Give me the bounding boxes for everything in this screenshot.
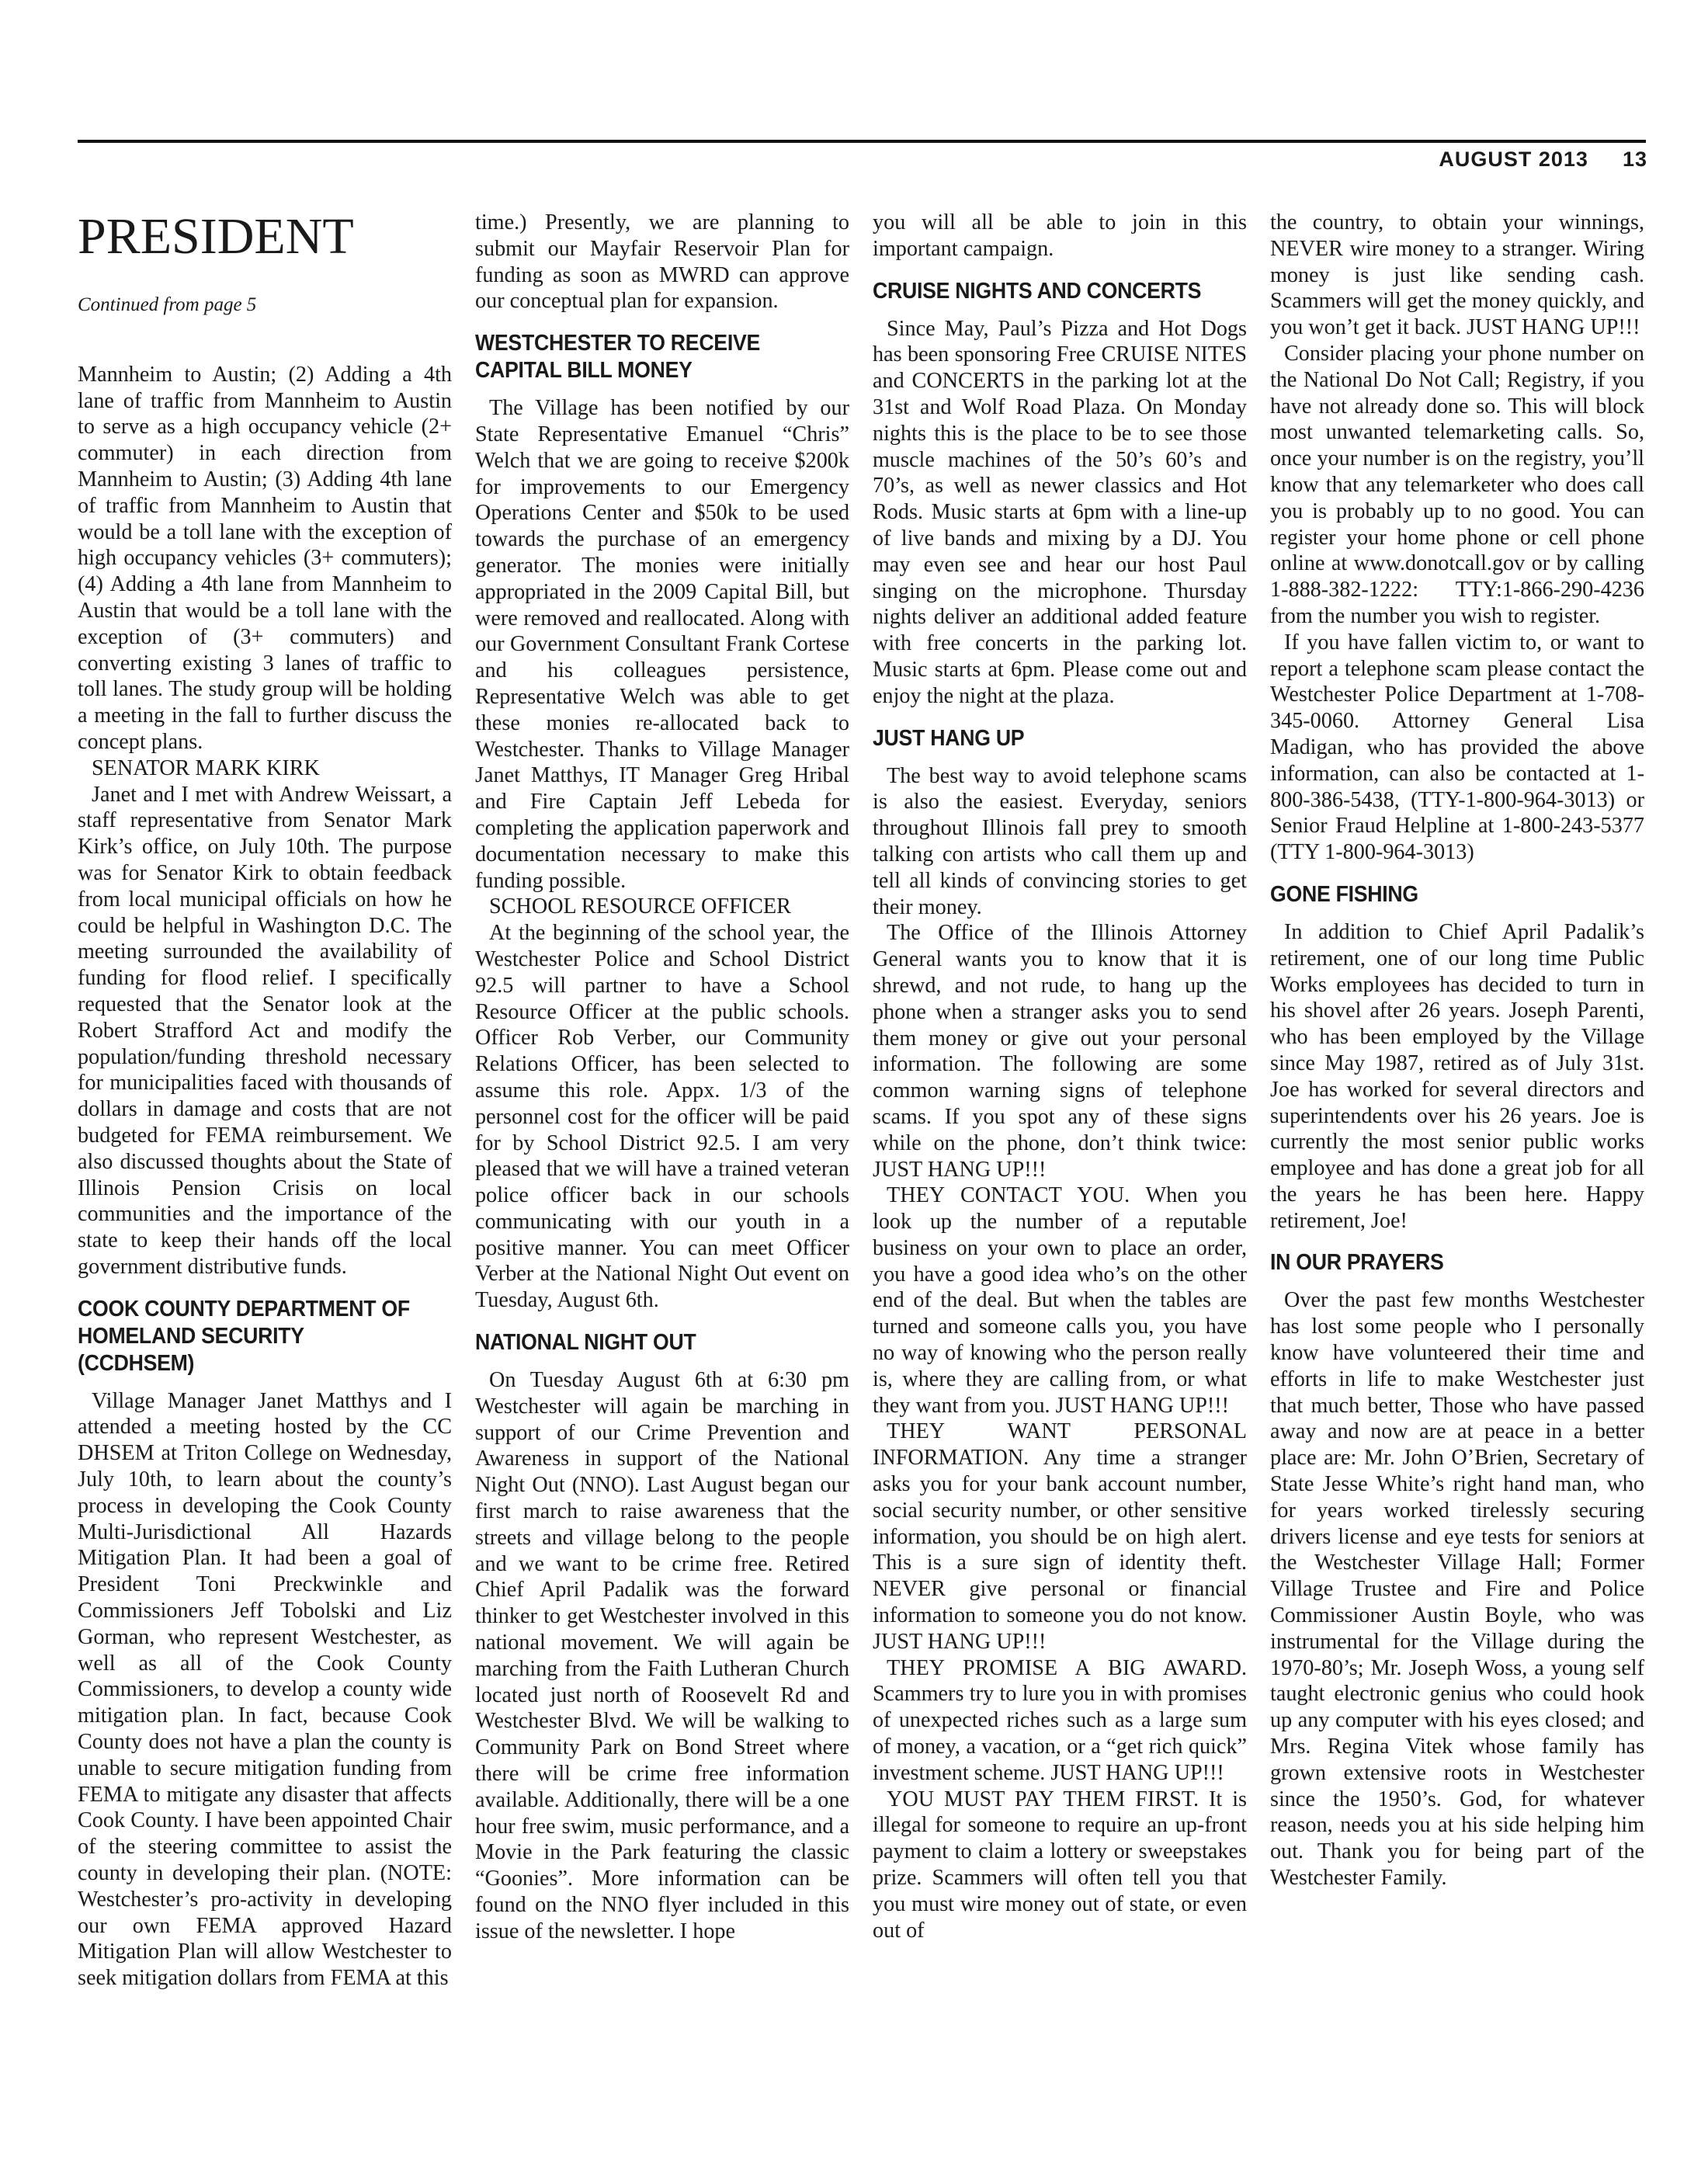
paragraph: Consider placing your phone number on the National Do Not Call; Registry, if you have not already done so. This will block most unwanted telemarketing calls. So, once your number is on the registry, you’ll know that any telemarketer who does call you is probably up to no good. You can register your home phone or cell phone online at www.donotcall.gov or by calling 1-888-382-1222: TTY:1-866-290-4236 from the number you wish to register. xyxy=(1270,341,1644,628)
paragraph: you will all be able to join in this important campaign. xyxy=(873,210,1247,261)
paragraph: The Village has been notified by our State Representative Emanuel “Chris” Welch that we are going to receive $200k for improvements to our Emergency Operations Center and $50k to be used towards the purchase of an emergency generator. The monies were initially appropriated in the 2009 Capital Bill, but were removed and reallocated. Along with our Government Consultant Frank Cortese and his colleagues persistence, Representative Welch was able to get these monies re-allocated back to Westchester. Thanks to Village Manager Janet Matthys, IT Manager Greg Hribal and Fire Captain Jeff Lebeda for completing the application paperwork and documentation necessary to make this funding possible. xyxy=(475,396,849,893)
section-heading: CRUISE NIGHTS AND CONCERTS xyxy=(873,278,1202,304)
paragraph: On Tuesday August 6th at 6:30 pm Westchester will again be marching in support of our Crime Prevention and Awareness in support of the National Night Out (NNO). Last August began our first march to raise awareness that the streets and village belong to the people and we want to be crime free. Retired Chief April Padalik was the forward thinker to get Westchester involved in this national movement. We will again be marching from the Faith Lutheran Church located just north of Roosevelt Rd and Westchester Blvd. We will be walking to Community Park on Bond Street where there will be crime free information available. Additionally, there will be a one hour free swim, music performance, and a Movie in the Park featuring the classic “Goonies”. More information can be found on the NNO flyer included in this issue of the newsletter. I hope xyxy=(475,1368,849,1943)
paragraph: time.) Presently, we are planning to submit our Mayfair Reservoir Plan for funding as soon as MWRD can approve our conceptual plan for expansion. xyxy=(475,210,849,314)
column-2 xyxy=(475,210,849,1945)
section-heading: JUST HANG UP xyxy=(873,725,1025,751)
paragraph: The best way to avoid telephone scams is also the easiest. Everyday, seniors throughout Illinois fall prey to smooth talking con artists who call them up and tell all kinds of convincing stories to get their money. xyxy=(873,763,1247,919)
column-3 xyxy=(873,210,1247,1943)
column-4 xyxy=(1270,210,1644,1891)
section-heading: NATIONAL NIGHT OUT xyxy=(475,1330,696,1356)
paragraph: If you have fallen victim to, or want to report a telephone scam please contact the Westchester Police Department at 1-708-345-0060. Attorney General Lisa Madigan, who has provided the above information, can also be contacted at 1-800-386-5438, (TTY-1-800-964-3013) or Senior Fraud Helpline at 1-800-243-5377 (TTY 1-800-964-3013) xyxy=(1270,630,1644,865)
issue-date: AUGUST 2013 xyxy=(1439,148,1588,171)
section-heading: IN OUR PRAYERS xyxy=(1270,1250,1444,1276)
paragraph: THEY WANT PERSONAL INFORMATION. Any time a stranger asks you for your bank account number, social security number, or other sensitive information, you should be on high alert. This is a sure sign of identity theft. NEVER give personal or financial information to someone you do not know. JUST HANG UP!!! xyxy=(873,1419,1247,1654)
article-title: PRESIDENT xyxy=(78,208,354,265)
paragraph: Mannheim to Austin; (2) Adding a 4th lane of traffic from Mannheim to Austin to serve as a high occupancy vehicle (2+ commuter) in each direction from Mannheim to Austin; (3) Adding 4th lane of traffic from Mannheim to Austin that would be a toll lane with the exception of high occupancy vehicles (3+ commuters); (4) Adding a 4th lane from Mannheim to Austin that would be a toll lane with the exception of (3+ commuters) and converting existing 3 lanes of traffic to toll lanes. The study group will be holding a meeting in the fall to further discuss the concept plans. xyxy=(78,362,452,754)
paragraph: THEY CONTACT YOU. When you look up the number of a reputable business on your own to place an order, you have a good idea who’s on the other end of the deal. But when the tables are turned and someone calls you, you have no way of knowing who the person really is, where they are calling from, or what they want from you. JUST HANG UP!!! xyxy=(873,1183,1247,1418)
paragraph: The Office of the Illinois Attorney General wants you to know that it is shrewd, and not rude, to hang up the phone when a stranger asks you to send them money or give out your personal information. The following are some common warning signs of telephone scams. If you spot any of these signs while on the phone, don’t think twice: JUST HANG UP!!! xyxy=(873,921,1247,1182)
paragraph: THEY PROMISE A BIG AWARD. Scammers try to lure you in with promises of unexpected riches such as a large sum of money, a vacation, or a “get rich quick” investment scheme. JUST HANG UP!!! xyxy=(873,1655,1247,1785)
subheading: SCHOOL RESOURCE OFFICER xyxy=(489,894,791,919)
paragraph: YOU MUST PAY THEM FIRST. It is illegal for someone to require an up-front payment to claim a lottery or sweepstakes prize. Scammers will often tell you that you must wire money out of state, or even out of xyxy=(873,1787,1247,1943)
paragraph: Janet and I met with Andrew Weissart, a staff representative from Senator Mark Kirk’s office, on July 10th. The purpose was for Senator Kirk to obtain feedback from local municipal officials on how he could be helpful in Washington D.C. The meeting surrounded the availability of funding for flood relief. I specifically requested that the Senator look at the Robert Strafford Act and modify the population/funding threshold necessary for municipalities faced with thousands of dollars in damage and costs that are not budgeted for FEMA reimbursement. We also discussed thoughts about the State of Illinois Pension Crisis on local communities and the importance of the state to keep their hands off the local government distributive funds. xyxy=(78,782,452,1279)
page-number: 13 xyxy=(1622,148,1647,171)
continued-note: Continued from page 5 xyxy=(78,294,257,315)
paragraph: Village Manager Janet Matthys and I attended a meeting hosted by the CC DHSEM at Triton College on Wednesday, July 10th, to learn about the county’s process in developing the Cook County Multi-Jurisdictional All Hazards Mitigation Plan. It had been a goal of President Toni Preckwinkle and Commissioners Jeff Tobolski and Liz Gorman, who represent Westchester, as well as all of the Cook County Commissioners, to develop a county wide mitigation plan. In fact, because Cook County does not have a plan the county is unable to secure mitigation funding from FEMA to mitigate any disaster that affects Cook County. I have been appointed Chair of the steering committee to assist the county in developing their plan. (NOTE: Westchester’s pro-activity in developing our own FEMA approved Hazard Mitigation Plan will allow Westchester to seek mitigation dollars from FEMA at this xyxy=(78,1388,452,1991)
paragraph: In addition to Chief April Padalik’s retirement, one of our long time Public Works employees has decided to turn in his shovel after 26 years. Joseph Parenti, who has been employed by the Village since May 1987, retired as of July 31st. Joe has worked for several directors and superintendents over his 26 years. Joe is currently the most senior public works employee and has done a great job for all the years he has been here. Happy retirement, Joe! xyxy=(1270,919,1644,1233)
subheading: SENATOR MARK KIRK xyxy=(92,755,320,780)
paragraph: the country, to obtain your winnings, NEVER wire money to a stranger. Wiring money is just like sending cash. Scammers will get the money quickly, and you won’t get it back. JUST HANG UP!!! xyxy=(1270,210,1644,340)
page-header xyxy=(1439,148,1647,172)
section-heading: GONE FISHING xyxy=(1270,881,1418,907)
paragraph: Since May, Paul’s Pizza and Hot Dogs has been sponsoring Free CRUISE NITES and CONCERTS in the parking lot at the 31st and Wolf Road Plaza. On Monday nights this is the place to be to see those muscle machines of the 50’s 60’s and 70’s, as well as newer classics and Hot Rods. Music starts at 6pm with a line-up of live bands and mixing by a DJ. You may even see and hear our host Paul singing on the microphone. Thursday nights deliver an additional added feature with free concerts in the parking lot. Music starts at 6pm. Please come out and enjoy the night at the plaza. xyxy=(873,316,1247,708)
header-rule xyxy=(78,140,1646,143)
column-1 xyxy=(78,210,452,1992)
section-heading: COOK COUNTY DEPARTMENT OF HOMELAND SECURITY (CCDHSEM) xyxy=(78,1296,410,1376)
section-heading: WESTCHESTER TO RECEIVE CAPITAL BILL MONEY xyxy=(475,331,761,384)
paragraph: Over the past few months Westchester has lost some people who I personally know have volunteered their time and efforts in life to make Westchester just that much better, Those who have passed away and now are at peace in a better place are: Mr. John O’Brien, Secretary of State Jesse White’s right hand man, who for years worked tirelessly securing drivers license and eye tests for seniors at the Westchester Village Hall; Former Village Trustee and Fire and Police Commissioner Austin Boyle, who was instrumental for the Village during the 1970-80’s; Mr. Joseph Woss, a young self taught electronic genius who could hook up any computer with his eyes closed; and Mrs. Regina Vitek whose family has grown extensive roots in Westchester since the 1950’s. God, for whatever reason, needs you at his side helping him out. Thank you for being part of the Westchester Family. xyxy=(1270,1288,1644,1891)
paragraph: At the beginning of the school year, the Westchester Police and School District 92.5 will partner to have a School Resource Officer at the public schools. Officer Rob Verber, our Community Relations Officer, has been selected to assume this role. Appx. 1/3 of the personnel cost for the officer will be paid for by School District 92.5. I am very pleased that we will have a trained veteran police officer back in our schools communicating with our youth in a positive manner. You can meet Officer Verber at the National Night Out event on Tuesday, August 6th. xyxy=(475,921,849,1313)
